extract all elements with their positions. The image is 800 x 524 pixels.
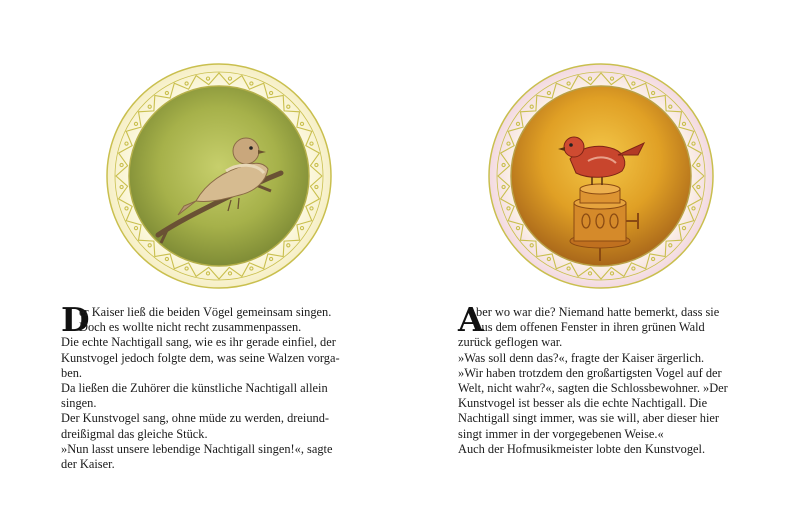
text-line: Nachtigall singt immer, was sie will, aber dieser hier bbox=[458, 411, 720, 426]
left-story-text bbox=[61, 300, 361, 472]
text-line: zurück geflogen war. bbox=[458, 335, 563, 350]
right-page bbox=[400, 0, 800, 524]
text-line: Auch der Hofmusikmeister lobte den Kunstvogel. bbox=[458, 441, 706, 456]
text-line: »Wir haben trotzdem den großartigsten Vogel auf der bbox=[458, 365, 722, 380]
text-line: »Nun lasst unsere lebendige Nachtigall singen!«, sagte bbox=[61, 441, 333, 456]
text-line: ben. bbox=[61, 365, 82, 380]
text-line: der Kaiser. bbox=[61, 457, 115, 472]
text-line: Da ließen die Zuhörer die künstliche Nachtigall allein bbox=[61, 381, 328, 396]
dropcap-d: D bbox=[61, 300, 90, 339]
text-line: Der Kunstvogel sang, ohne müde zu werden, dreiund- bbox=[61, 411, 330, 426]
text-line: er Kaiser ließ die beiden Vögel gemeinsam singen. bbox=[79, 305, 332, 319]
mechanical-bird-medallion bbox=[488, 63, 714, 289]
dropcap-a: A bbox=[458, 300, 484, 339]
text-line: singt immer in der vorgegebenen Weise.« bbox=[458, 426, 664, 441]
text-line: »Was soll denn das?«, fragte der Kaiser ärgerlich. bbox=[458, 350, 705, 365]
text-line: singen. bbox=[61, 396, 97, 411]
text-line: Kunstvogel jedoch folgte dem, was seine Walzen vorga- bbox=[61, 350, 340, 365]
nightingale-medallion bbox=[106, 63, 332, 289]
text-line: aus dem offenen Fenster in ihren grünen Wald bbox=[476, 320, 705, 335]
text-line: Kunstvogel ist besser als die echte Nachtigall. Die bbox=[458, 396, 708, 411]
text-line: dreißigmal das gleiche Stück. bbox=[61, 426, 208, 441]
mechanical-bird-illustration bbox=[488, 63, 714, 289]
text-line: ber wo war die? Niemand hatte bemerkt, dass sie bbox=[476, 305, 720, 319]
text-line: Doch es wollte nicht recht zusammenpassen. bbox=[79, 320, 302, 335]
nightingale-illustration bbox=[106, 63, 332, 289]
text-line: Welt, nicht wahr?«, sagten die Schlossbewohner. »Der bbox=[458, 381, 728, 396]
text-line: Die echte Nachtigall sang, wie es ihr gerade einfiel, der bbox=[61, 335, 336, 350]
right-story-text bbox=[458, 300, 758, 457]
